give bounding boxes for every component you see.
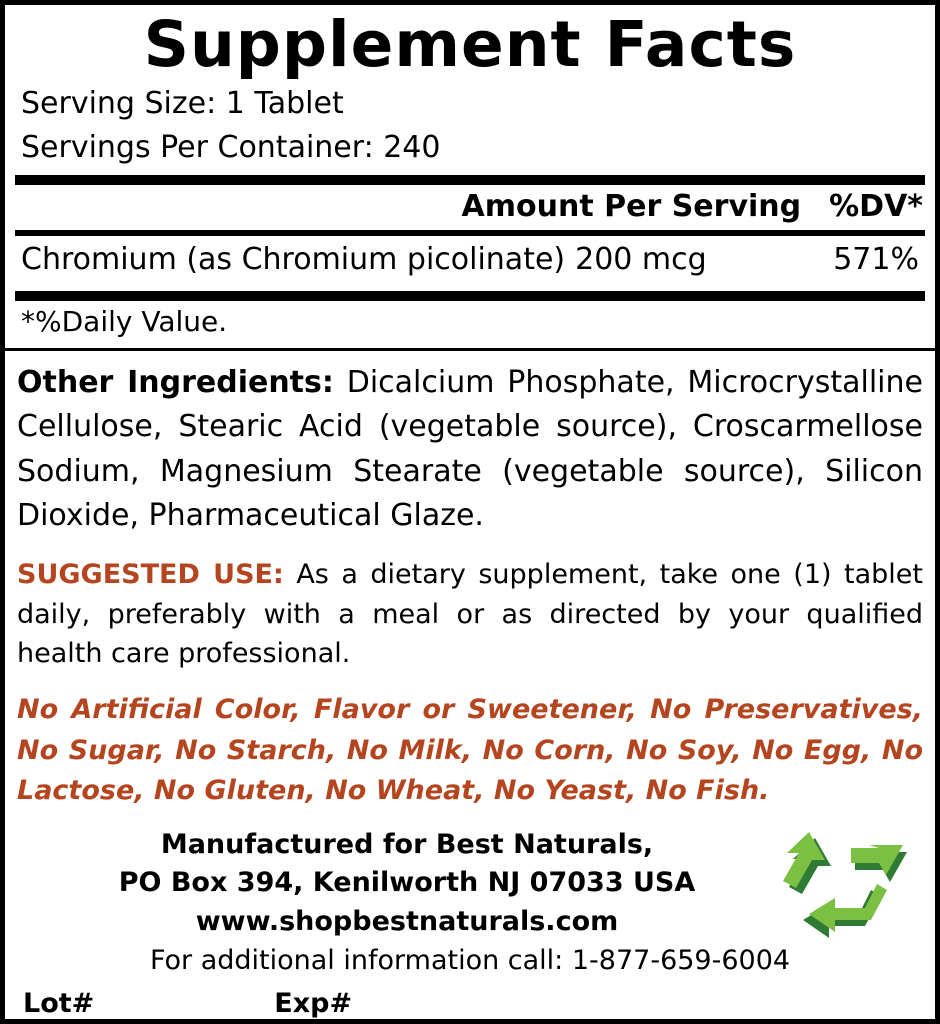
divider-thick-top (15, 175, 925, 185)
amount-per-serving-header: Amount Per Serving (461, 189, 802, 225)
manufacturer-block (15, 812, 925, 941)
manufacturer-line-1: Manufactured for Best Naturals, (160, 828, 654, 860)
manufacturer-website: www.shopbestnaturals.com (195, 905, 619, 937)
exp-label: Exp# (274, 988, 353, 1019)
divider-thick-bottom (15, 291, 925, 301)
nutrient-daily-value: 571% (833, 241, 919, 277)
contact-info: For additional information call: 1-877-659-6004 (149, 944, 791, 976)
page-title: Supplement Facts (143, 8, 797, 81)
other-ingredients-text: Dicalcium Phosphate, Microcrystalline Cellulose, Stearic Acid (vegetable source), Croscarmellose Sodium, Magnesium Stearate (vegetable source), Silicon Dioxide, Pharmaceutical Glaze. (17, 365, 923, 534)
daily-value-footnote: *%Daily Value. (21, 305, 228, 339)
manufacturer-line-2: PO Box 394, Kenilworth NJ 07033 USA (118, 867, 696, 899)
suggested-use-block (15, 539, 925, 675)
nutrient-name: Chromium (as Chromium picolinate) (21, 241, 566, 277)
other-ingredients-heading: Other Ingredients: (17, 365, 334, 400)
amount-per-serving-header-row (15, 185, 925, 230)
daily-value-header: %DV* (829, 189, 923, 225)
recycle-icon (769, 830, 919, 940)
lot-label: Lot# (23, 988, 95, 1019)
serving-size-text: Serving Size: 1 Tablet (21, 86, 344, 121)
table-row (15, 236, 925, 285)
lot-exp-row (15, 978, 925, 1019)
manufacturer-address (15, 826, 769, 941)
other-ingredients-block (15, 351, 925, 539)
suggested-use-text: As a dietary supplement, take one (1) tablet daily, preferably with a meal or as directed by your qualified health care professional. (17, 558, 924, 670)
nutrient-amount: 200 mcg (575, 241, 707, 277)
servings-per-container-text: Servings Per Container: 240 (21, 129, 441, 165)
suggested-use-heading: SUGGESTED USE: (17, 558, 284, 590)
free-from-claims: No Artificial Color, Flavor or Sweetener, No Preservatives, No Sugar, No Starch, No Milk, No Corn, No Soy, No Egg, No Lactose, No Gluten, No Wheat, No Yeast, No Fish. (17, 694, 923, 807)
